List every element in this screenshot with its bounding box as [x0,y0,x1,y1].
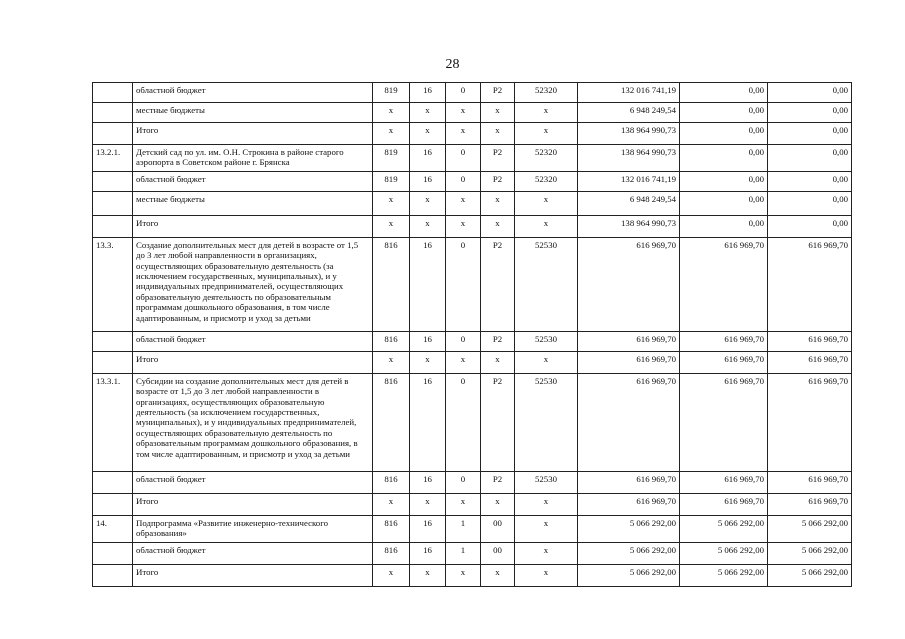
amount-year-3: 0,00 [768,103,852,123]
code-admin: х [373,351,410,373]
code-subsection: 0 [446,471,481,493]
amount-year-2: 0,00 [680,103,768,123]
code-admin: х [373,103,410,123]
code-direction: 52530 [515,237,578,331]
code-admin: 816 [373,331,410,351]
row-number [93,493,133,515]
amount-year-2: 616 969,70 [680,471,768,493]
code-subsection: х [446,191,481,215]
row-name: Детский сад по ул. им. О.Н. Строкина в районе старого аэропорта в Советском районе г. Брянска [133,145,373,172]
amount-year-3: 5 066 292,00 [768,515,852,542]
amount-year-1: 616 969,70 [578,351,680,373]
code-direction: х [515,493,578,515]
code-direction: 52320 [515,83,578,103]
amount-year-3: 616 969,70 [768,331,852,351]
amount-year-1: 616 969,70 [578,237,680,331]
table-row [93,351,852,373]
code-section: х [410,564,446,586]
amount-year-2: 616 969,70 [680,331,768,351]
table-row [93,171,852,191]
row-number [93,191,133,215]
table-row [93,564,852,586]
code-direction: 52320 [515,145,578,172]
code-section: х [410,191,446,215]
code-admin: х [373,215,410,237]
amount-year-1: 5 066 292,00 [578,564,680,586]
row-name: Итого [133,351,373,373]
amount-year-1: 616 969,70 [578,471,680,493]
amount-year-3: 5 066 292,00 [768,564,852,586]
code-admin: х [373,493,410,515]
code-direction: 52530 [515,373,578,471]
code-admin: 819 [373,145,410,172]
amount-year-1: 5 066 292,00 [578,542,680,564]
code-direction: х [515,103,578,123]
row-name: Субсидии на создание дополнительных мест для детей в возрасте от 1,5 до 3 лет любой направленности в организациях, осуществляющих образовательную деятельность (за исключением государственных, муниципальных), и у индивидуальных предпринимателей, осуществляющих образовательную деятельность по образовательным программам дошкольного образования, в том числе адаптированным, и присмотр и уход за детьми [133,373,373,471]
code-section: 16 [410,171,446,191]
code-subsection: х [446,103,481,123]
amount-year-1: 6 948 249,54 [578,103,680,123]
amount-year-2: 5 066 292,00 [680,515,768,542]
amount-year-1: 616 969,70 [578,331,680,351]
code-admin: х [373,191,410,215]
code-program: Р2 [481,331,515,351]
code-section: 16 [410,373,446,471]
row-name: Итого [133,564,373,586]
amount-year-2: 616 969,70 [680,237,768,331]
row-number [93,123,133,145]
amount-year-1: 6 948 249,54 [578,191,680,215]
table-row [93,123,852,145]
row-name: областной бюджет [133,83,373,103]
amount-year-2: 0,00 [680,123,768,145]
code-section: х [410,351,446,373]
code-subsection: 0 [446,331,481,351]
amount-year-1: 132 016 741,19 [578,171,680,191]
code-section: 16 [410,542,446,564]
budget-table [92,82,852,587]
code-program: х [481,351,515,373]
code-direction: 52530 [515,471,578,493]
row-name: областной бюджет [133,542,373,564]
table-row [93,145,852,172]
table-row [93,331,852,351]
table-row [93,542,852,564]
code-admin: 816 [373,471,410,493]
code-direction: х [515,515,578,542]
code-subsection: х [446,215,481,237]
code-program: 00 [481,542,515,564]
code-program: х [481,103,515,123]
amount-year-2: 5 066 292,00 [680,542,768,564]
code-section: 16 [410,515,446,542]
code-subsection: 1 [446,542,481,564]
code-program: х [481,191,515,215]
code-direction: х [515,123,578,145]
code-admin: 816 [373,542,410,564]
code-program: х [481,564,515,586]
row-number: 13.3.1. [93,373,133,471]
amount-year-3: 616 969,70 [768,237,852,331]
code-section: х [410,123,446,145]
row-number [93,171,133,191]
code-admin: 816 [373,373,410,471]
code-admin: 816 [373,515,410,542]
code-direction: х [515,215,578,237]
amount-year-2: 0,00 [680,215,768,237]
row-number [93,471,133,493]
table-body [93,83,852,587]
row-number: 13.2.1. [93,145,133,172]
code-admin: 816 [373,237,410,331]
code-subsection: х [446,123,481,145]
row-number [93,564,133,586]
code-program: Р2 [481,237,515,331]
amount-year-3: 0,00 [768,83,852,103]
code-direction: х [515,564,578,586]
table-row [93,373,852,471]
code-admin: х [373,564,410,586]
row-name: местные бюджеты [133,103,373,123]
code-section: 16 [410,331,446,351]
code-admin: х [373,123,410,145]
amount-year-1: 138 964 990,73 [578,215,680,237]
amount-year-1: 5 066 292,00 [578,515,680,542]
code-program: х [481,215,515,237]
code-program: Р2 [481,145,515,172]
code-section: х [410,103,446,123]
code-program: Р2 [481,83,515,103]
code-admin: 819 [373,83,410,103]
amount-year-3: 0,00 [768,215,852,237]
code-section: х [410,493,446,515]
table-row [93,83,852,103]
code-section: 16 [410,471,446,493]
code-program: Р2 [481,171,515,191]
table-row [93,215,852,237]
code-subsection: х [446,493,481,515]
amount-year-3: 616 969,70 [768,373,852,471]
code-subsection: х [446,564,481,586]
row-name: Итого [133,215,373,237]
code-program: 00 [481,515,515,542]
amount-year-2: 0,00 [680,83,768,103]
table-row [93,103,852,123]
amount-year-3: 5 066 292,00 [768,542,852,564]
table-row [93,237,852,331]
code-subsection: 0 [446,171,481,191]
row-number [93,215,133,237]
row-name: областной бюджет [133,331,373,351]
code-subsection: 0 [446,83,481,103]
code-section: 16 [410,237,446,331]
code-section: х [410,215,446,237]
code-section: 16 [410,83,446,103]
amount-year-2: 0,00 [680,145,768,172]
amount-year-2: 5 066 292,00 [680,564,768,586]
amount-year-2: 616 969,70 [680,351,768,373]
table-row [93,515,852,542]
code-direction: 52320 [515,171,578,191]
row-number [93,542,133,564]
code-subsection: х [446,351,481,373]
row-name: Итого [133,493,373,515]
row-number [93,103,133,123]
page-number: 28 [445,57,460,72]
amount-year-3: 616 969,70 [768,351,852,373]
amount-year-3: 0,00 [768,145,852,172]
row-name: местные бюджеты [133,191,373,215]
amount-year-2: 0,00 [680,191,768,215]
code-subsection: 0 [446,373,481,471]
table-row [93,471,852,493]
row-number: 13.3. [93,237,133,331]
code-direction: х [515,542,578,564]
code-program: Р2 [481,471,515,493]
row-name: Подпрограмма «Развитие инженерно-технического образования» [133,515,373,542]
amount-year-1: 138 964 990,73 [578,123,680,145]
table-row [93,191,852,215]
code-admin: 819 [373,171,410,191]
code-program: х [481,123,515,145]
code-section: 16 [410,145,446,172]
row-name: областной бюджет [133,171,373,191]
row-number [93,83,133,103]
amount-year-3: 616 969,70 [768,471,852,493]
amount-year-3: 0,00 [768,123,852,145]
code-program: х [481,493,515,515]
amount-year-2: 616 969,70 [680,493,768,515]
code-direction: х [515,191,578,215]
code-direction: х [515,351,578,373]
amount-year-3: 0,00 [768,191,852,215]
amount-year-1: 132 016 741,19 [578,83,680,103]
code-direction: 52530 [515,331,578,351]
row-name: Создание дополнительных мест для детей в возрасте от 1,5 до 3 лет любой направленности в организациях, осуществляющих образовательную деятельность (за исключением государственных, муниципальных), и у индивидуальных предпринимателей, осуществляющих образовательную деятельность по образовательным программам дошкольного образования, в том числе адаптированным, и присмотр и уход за детьми [133,237,373,331]
code-subsection: 0 [446,145,481,172]
row-number: 14. [93,515,133,542]
amount-year-1: 138 964 990,73 [578,145,680,172]
amount-year-1: 616 969,70 [578,493,680,515]
row-number [93,331,133,351]
code-subsection: 1 [446,515,481,542]
row-name: областной бюджет [133,471,373,493]
code-program: Р2 [481,373,515,471]
table-row [93,493,852,515]
amount-year-2: 616 969,70 [680,373,768,471]
row-name: Итого [133,123,373,145]
code-subsection: 0 [446,237,481,331]
amount-year-3: 616 969,70 [768,493,852,515]
amount-year-3: 0,00 [768,171,852,191]
row-number [93,351,133,373]
amount-year-1: 616 969,70 [578,373,680,471]
amount-year-2: 0,00 [680,171,768,191]
